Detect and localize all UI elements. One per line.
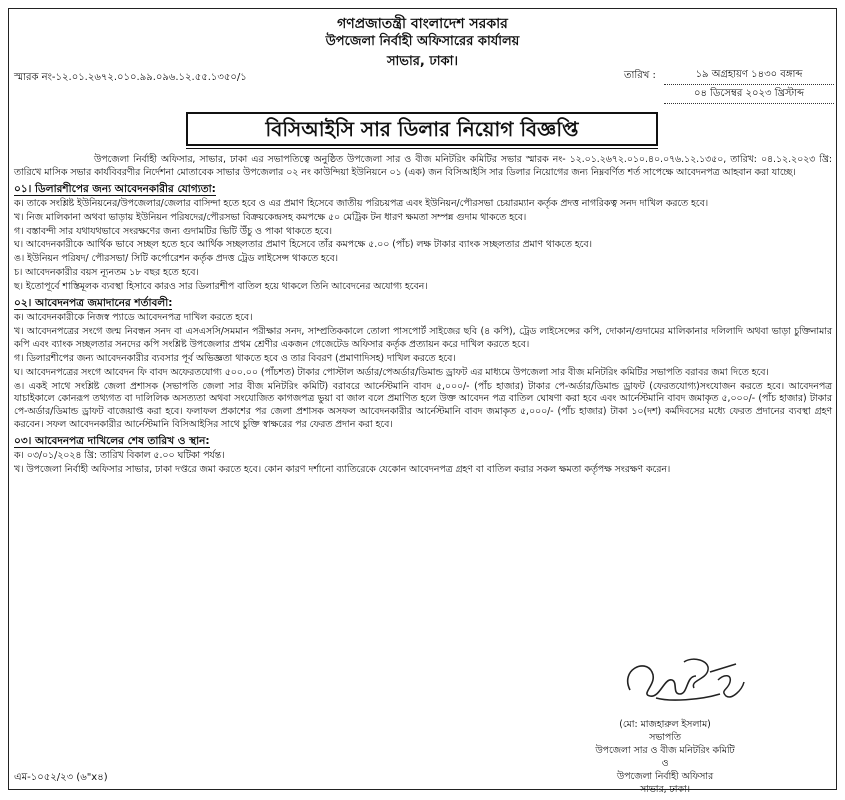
notice-body [14, 154, 832, 478]
memo-number: স্মারক নং-১২.০১.২৬৭২.০১০.৯৯.০৯৬.১২.৫৫.১৩৫০/১ [14, 72, 247, 83]
list-item: ঙ। একই সাথে সংশ্লিষ্ট জেলা প্রশাসক (সভাপতি জেলা সার বীজ মনিটরিং কমিটি) বরাবরে আর্নেস্টমানি বাবদ ৫,০০০/- (পাঁচ হাজার) টাকার পে-অর্ডার/ডিমান্ড ড্রাফট (ফেরতযোগ্য)সংযোজন করতে হবে। আবেদনপত্র যাচাইকালে কোনরূপ তথ্যগত বা দালিলিক অসত্যতা অথবা সংযোজিত কাগজপত্র ভুয়া বা জাল বলে প্রমাণিত হলে উক্ত আবেদন পত্র বাতিল ঘোষণা করা হবে এবং আর্নেস্টমানি বাবদ জমাকৃত ৫,০০০/- (পাঁচ হাজার) টাকার পে-অর্ডার/ডিমান্ড ড্রাফট বাজেয়াপ্ত করা হবে। ফলাফল প্রকাশের পর জেলা প্রশাসক অসফল আবেদনকারীর আর্নেস্টমানি বাবদ জমাকৃত ৫,০০০/- (পাঁচ হাজার) টাকা ১০(দশ) কর্মদিবসের মধ্যে ফেরত প্রদানের ব্যবস্থা গ্রহণ করবেন। সফল আবেদনকারীর আর্নেস্টমানি বিসিআইসির সাথে চুক্তি স্বাক্ষরের পর ফেরত প্রদান করা হবে। [14, 380, 832, 431]
list-item: খ। উপজেলা নির্বাহী অফিসার সাভার, ঢাকা দপ্তরে জমা করতে হবে। কোন কারণ দর্শানো ব্যাতিরেকে যেকোন আবেদনপত্র গ্রহণ বা বাতিল করার সকল ক্ষমতা কর্তৃপক্ষ সংরক্ষণ করেন। [14, 463, 671, 475]
office-name: উপজেলা নির্বাহী অফিসারের কার্যালয় [325, 34, 520, 49]
signature-graphic [560, 650, 780, 714]
date-label: তারিখ : [624, 70, 656, 81]
list-item: ঙ। ইউনিয়ন পরিষদ/ পৌরসভা/ সিটি কর্পোরেশন কর্তৃক প্রদত্ত ট্রেড লাইসেন্স থাকতে হবে। [14, 253, 338, 265]
section-qualification [14, 183, 832, 294]
list-item: খ। নিজ মালিকানা অথবা ভাড়ায় ইউনিয়ন পরিষদের/পৌরসভা বিক্রয়কেন্দ্রসহ কমপক্ষে ৫০ মেট্রিক টন ধারণ ক্ষমতা সম্পন্ন গুদাম থাকতে হবে। [14, 211, 527, 223]
list-item: ক। ০৩/০১/২০২৪ খ্রি: তারিখ বিকাল ৫.০০ ঘটিকা পর্যন্ত। [14, 450, 225, 462]
title-underline [186, 148, 658, 149]
date-english: ০৪ ডিসেম্বর ২০২৩ খ্রিস্টাব্দ [664, 85, 834, 104]
section-heading: ০৩। আবেদনপত্র দাখিলের শেষ তারিখ ও স্থান: [14, 435, 210, 448]
list-item: গ। ডিলারশীপের জন্য আবেদনকারীর ব্যবসার পূর্ব অভিজ্ঞতা থাকতে হবে ও তার বিবরণ (প্রমাণাদিসহ) দাখিল করতে হবে। [14, 352, 456, 364]
section-deadline [14, 435, 832, 477]
list-item: খ। আবেদনপত্রের সংগে জন্ম নিবন্ধন সনদ বা এসএসসি/সমমান পরীক্ষার সনদ, সাম্প্রতিককালে তোলা পাসপোর্ট সাইজের ছবি (৪ কপি), ট্রেড লাইসেন্সের কপি, দোকান/গুদামের মালিকানার দলিলাদি অথবা ভাড়া চুক্তিনামার কপি এবং ব্যাংক সচ্ছলতার সনদের কপি সংশ্লিষ্ট উপজেলার প্রথম শ্রেণীর একজন গেজেটেড অফিসার কর্তৃক প্রত্যায়ন করে দাখিল করতে হবে। [14, 325, 832, 350]
list-item: ঘ। আবেদনপত্রের সংগে আবেদন ফি বাবদ অফেরতযোগ্য ৫০০.০০ (পাঁচশত) টাকার পোস্টাল অর্ডার/পেঅর্ডার/ডিমান্ড ড্রাফট এর মাধ্যমে উপজেলা সার বীজ মনিটরিং কমিটির সভাপতি বরাবর জমা দিতে হবে। [14, 366, 769, 378]
date-bangla: ১৯ অগ্রহায়ণ ১৪৩০ বঙ্গাব্দ [664, 66, 834, 85]
list-item: ঘ। আবেদনকারীকে আর্থিক ভাবে সচ্ছল হতে হবে আর্থিক সচ্ছলতার প্রমাণ হিসেবে তাঁর কমপক্ষে ৫.০০ (পাঁচ) লক্ষ টাকার ব্যাংক সচ্ছলতার প্রমাণ থাকতে হবে। [14, 239, 592, 251]
signatory-committee: উপজেলা সার ও বীজ মনিটরিং কমিটি [595, 745, 735, 756]
section-heading: ০২। আবেদনপত্র জমাদানের শর্তাবলী: [14, 297, 173, 310]
signatory-role: সভাপতি [649, 732, 681, 743]
date-block [664, 66, 834, 104]
office-location: সাভার, ঢাকা। [386, 54, 459, 69]
list-item: ক। আবেদনকারীকে নিজস্ব প্যাডে আবেদনপত্র দাখিল করতে হবে। [14, 311, 253, 323]
signatory-office: উপজেলা নির্বাহী অফিসার [616, 771, 714, 782]
list-item: ছ। ইতোপূর্বে শাস্তিমূলক ব্যবস্থা হিসাবে কারও সার ডিলারশীপ বাতিল হয়ে থাকলে তিনি আবেদনের অযোগ্য হবেন। [14, 281, 428, 293]
notice-title: বিসিআইসি সার ডিলার নিয়োগ বিজ্ঞপ্তি [186, 112, 658, 146]
signatory-block [520, 718, 810, 796]
intro-paragraph: উপজেলা নির্বাহী অফিসার, সাভার, ঢাকা এর সভাপতিত্বে অনুষ্ঠিত উপজেলা সার ও বীজ মনিটরিং কমিটির সভার স্মারক নং- ১২.০১.২৬৭২.০১০.৪০.০৭৬.১২.১৩৫০, তারিখ: ০৪.১২.২০২৩ খ্রি: তারিখে মাসিক সভার কার্যবিবরণীর নির্দেশনা মোতাবেক সাভার উপজেলার ০২ নং কাউন্দিয়া ইউনিয়নে ০১ (এক) জন বিসিআইসি সার ডিলার নিয়োগের জন্য নিম্নবর্ণিত শর্ত সাপেক্ষে আবেদনপত্র আহবান করা যাচ্ছে। [14, 154, 832, 178]
list-item: চ। আবেদনকারীর বয়স ন্যূনতম ১৮ বছর হতে হবে। [14, 267, 199, 279]
footer-code: এম-১০৫২/২৩ (৬"x৪) [14, 772, 108, 783]
signatory-name: (মো: মাজহারুল ইসলাম) [619, 719, 711, 730]
signatory-location: সাভার, ঢাকা। [640, 784, 690, 795]
list-item: গ। বস্তাবন্দী সার যথাযথভাবে সংরক্ষণের জন্য গুদামটির ভিটি উঁচু ও পাকা থাকতে হবে। [14, 225, 332, 237]
handwritten-signature [560, 650, 780, 714]
section-heading: ০১। ডিলারশীপের জন্য আবেদনকারীর যোগ্যতা: [14, 182, 216, 195]
section-conditions [14, 297, 832, 432]
signatory-conjunction: ও [661, 758, 669, 769]
government-name: গণপ্রজাতন্ত্রী বাংলাদেশ সরকার [337, 16, 508, 32]
list-item: ক। তাকে সংশ্লিষ্ট ইউনিয়নের/উপজেলার/জেলার বাসিন্দা হতে হবে ও এর প্রমাণ হিসেবে জাতীয় পরিচয়পত্র এবং ইউনিয়ন/পৌরসভা চেয়ারম্যান কর্তৃক প্রদত্ত নাগরিকত্ব সনদ দাখিল করতে হবে। [14, 197, 709, 209]
